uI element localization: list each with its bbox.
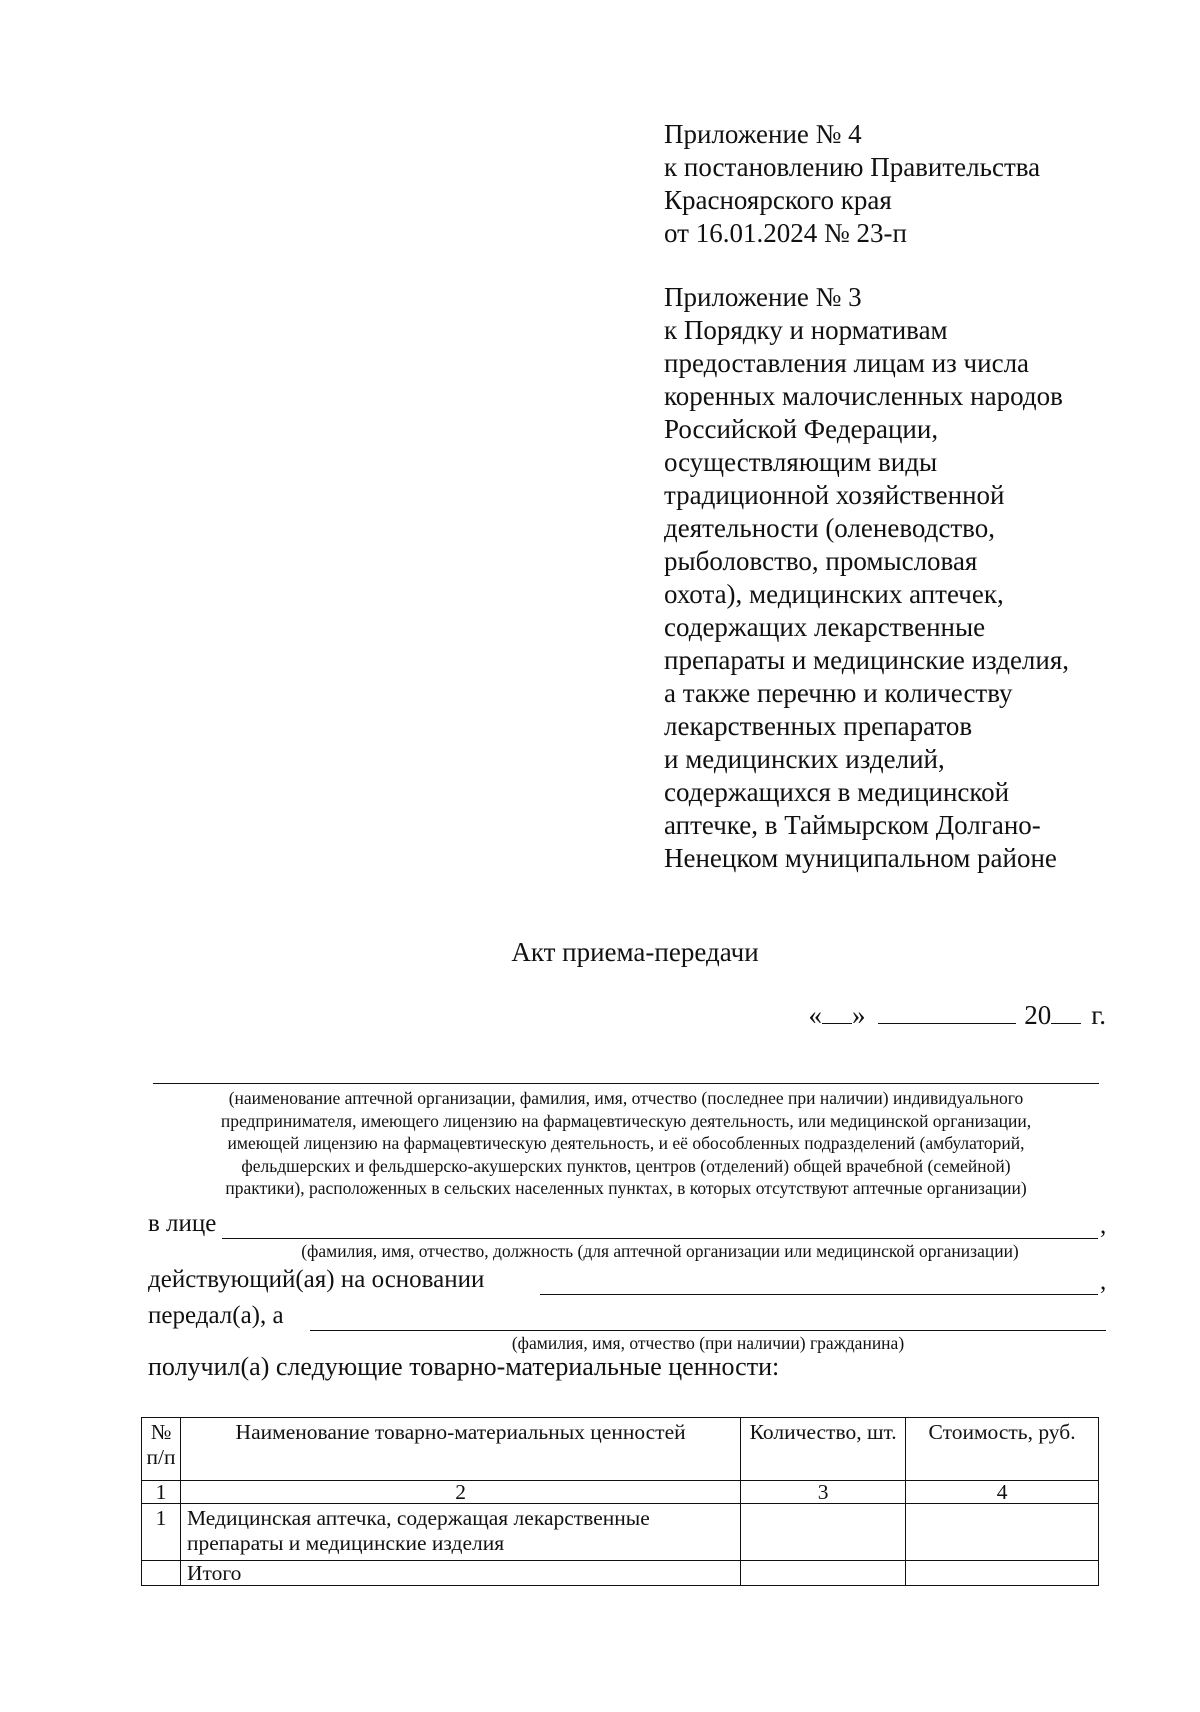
total-quantity-cell[interactable] bbox=[741, 1561, 906, 1586]
total-cost-cell[interactable] bbox=[906, 1561, 1099, 1586]
organization-caption bbox=[146, 1087, 1106, 1200]
appendix-4-line: к постановлению Правительства bbox=[664, 152, 1041, 182]
appendix-3-line: рыболовство, промысловая bbox=[664, 546, 978, 576]
caption-line: фельдшерских и фельдшерско-акушерских пунктов, центров (отделений) общей врачебной (семейной) bbox=[241, 1155, 1011, 1176]
appendix-3-line: к Порядку и нормативам bbox=[664, 315, 948, 345]
appendix-3-line: предоставления лицам из числа bbox=[664, 348, 1030, 378]
act-title: Акт приема-передачи bbox=[511, 937, 759, 967]
year-prefix: 20 bbox=[1024, 1000, 1052, 1030]
transferred-label: передал(а), а bbox=[148, 1302, 284, 1329]
goods-table bbox=[141, 1417, 1099, 1586]
column-number-cell: 3 bbox=[741, 1481, 906, 1504]
column-number-cell: 2 bbox=[180, 1481, 740, 1504]
appendix-3-line: Российской Федерации, bbox=[664, 414, 939, 444]
table-header-row bbox=[142, 1418, 1099, 1481]
caption-line: имеющей лицензию на фармацевтическую деятельность, и её обособленных подразделений (амбулаторий, bbox=[227, 1133, 1025, 1153]
appendix-3-line: традиционной хозяйственной bbox=[664, 480, 1005, 510]
received-text: получил(а) следующие товарно-материальные ценности: bbox=[148, 1352, 780, 1381]
appendix-3-line: деятельности (оленеводство, bbox=[664, 513, 995, 543]
basis-line[interactable] bbox=[540, 1294, 1098, 1295]
date-close-quote: » bbox=[851, 1000, 866, 1030]
in-person-label: в лице bbox=[148, 1210, 217, 1237]
appendix-4-line: Красноярского края bbox=[664, 185, 892, 215]
person-caption: (фамилия, имя, отчество, должность (для аптечной организации или медицинской организации) bbox=[301, 1241, 1019, 1261]
appendix-4-header bbox=[664, 118, 1040, 250]
citizen-name-line[interactable] bbox=[310, 1330, 1106, 1331]
column-number-cell: 4 bbox=[906, 1481, 1099, 1504]
year-suffix: г. bbox=[1091, 1000, 1106, 1030]
month-blank[interactable] bbox=[878, 1001, 1016, 1024]
column-numbers-row bbox=[142, 1481, 1099, 1504]
appendix-3-line: препараты и медицинские изделия, bbox=[664, 645, 1070, 675]
appendix-3-line: содержащих лекарственные bbox=[664, 612, 986, 642]
appendix-3-line: охота), медицинских аптечек, bbox=[664, 579, 1004, 609]
date-line bbox=[808, 1000, 1106, 1031]
total-label-cell: Итого bbox=[180, 1561, 740, 1586]
acting-basis-label: действующий(ая) на основании bbox=[148, 1266, 485, 1293]
date-open-quote: « bbox=[808, 1000, 822, 1030]
header-cell-number: № п/п bbox=[142, 1418, 181, 1481]
appendix-3-line: содержащихся в медицинской bbox=[664, 777, 1010, 807]
appendix-3-line: а также перечню и количеству bbox=[664, 678, 1013, 708]
total-row bbox=[142, 1561, 1099, 1586]
caption-line: (наименование аптечной организации, фамилия, имя, отчество (последнее при наличии) индивидуального bbox=[228, 1088, 1024, 1108]
row-number-cell: 1 bbox=[142, 1504, 181, 1561]
citizen-caption: (фамилия, имя, отчество (при наличии) гражданина) bbox=[511, 1333, 905, 1353]
appendix-3-line: лекарственных препаратов bbox=[664, 711, 973, 741]
column-number-cell: 1 bbox=[142, 1481, 181, 1504]
appendix-3-line: Приложение № 3 bbox=[664, 282, 862, 312]
total-number-cell bbox=[142, 1561, 181, 1586]
appendix-4-line: от 16.01.2024 № 23-п bbox=[664, 218, 907, 248]
comma: , bbox=[1100, 1212, 1107, 1239]
header-cell-quantity: Количество, шт. bbox=[741, 1418, 906, 1481]
caption-line: предпринимателя, имеющего лицензию на фармацевтическую деятельность, или медицинской организации, bbox=[220, 1110, 1032, 1131]
appendix-3-line: аптечке, в Таймырском Долгано- bbox=[664, 810, 1041, 840]
row-cost-cell[interactable] bbox=[906, 1504, 1099, 1561]
row-name-cell: Медицинская аптечка, содержащая лекарственные препараты и медицинские изделия bbox=[180, 1504, 740, 1561]
caption-line: практики), расположенных в сельских населенных пунктах, в которых отсутствуют аптечные организации) bbox=[225, 1178, 1027, 1198]
appendix-3-line: осуществляющим виды bbox=[664, 447, 938, 477]
table-row bbox=[142, 1504, 1099, 1561]
day-blank[interactable] bbox=[822, 1001, 852, 1024]
appendix-3-line: коренных малочисленных народов bbox=[664, 381, 1063, 411]
appendix-3-line: Ненецком муниципальном районе bbox=[664, 843, 1057, 873]
header-cell-name: Наименование товарно-материальных ценностей bbox=[180, 1418, 740, 1481]
header-cell-cost: Стоимость, руб. bbox=[906, 1418, 1099, 1481]
comma: , bbox=[1100, 1268, 1107, 1295]
row-quantity-cell[interactable] bbox=[741, 1504, 906, 1561]
year-blank[interactable] bbox=[1051, 1001, 1081, 1024]
appendix-3-header bbox=[664, 281, 1069, 875]
organization-name-line[interactable] bbox=[153, 1083, 1099, 1084]
person-name-line[interactable] bbox=[222, 1238, 1098, 1239]
appendix-4-line: Приложение № 4 bbox=[664, 119, 862, 149]
appendix-3-line: и медицинских изделий, bbox=[664, 744, 945, 774]
